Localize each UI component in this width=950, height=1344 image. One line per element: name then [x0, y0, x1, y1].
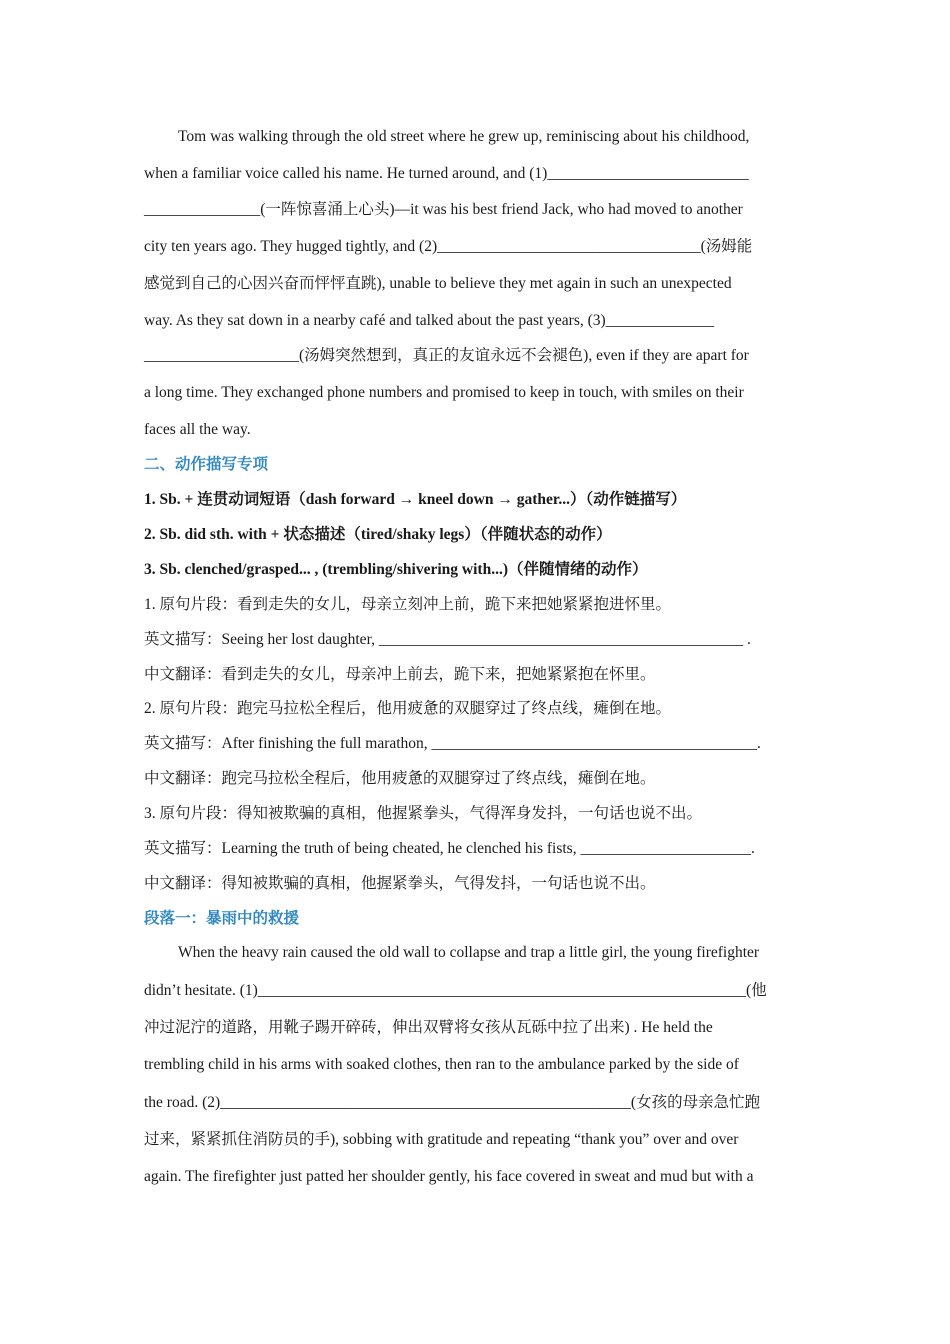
paragraph-line: didn’t hesitate. (1)_______________________________________________________________(他: [144, 982, 767, 999]
rule-line: 1. Sb. + 连贯动词短语（dash forward → kneel down → gather...）（动作链描写）: [144, 491, 687, 508]
paragraph-line: 冲过泥泞的道路，用靴子踢开碎砖，伸出双臂将女孩从瓦砾中拉了出来) . He held the: [144, 1019, 713, 1036]
passage-line: city ten years ago. They hugged tightly, and (2)__________________________________(汤姆能: [144, 238, 753, 255]
paragraph-line: the road. (2)_____________________________________________________(女孩的母亲急忙跑: [144, 1094, 761, 1111]
example-line: 英文描写：Seeing her lost daughter, _______________________________________________ .: [144, 631, 751, 648]
section-heading: 二、动作描写专项: [144, 456, 269, 473]
example-line: 1. 原句片段：看到走失的女儿，母亲立刻冲上前，跪下来把她紧紧抱进怀里。: [144, 596, 672, 613]
passage-line: when a familiar voice called his name. He turned around, and (1)__________________________: [144, 165, 749, 182]
example-line: 中文翻译：得知被欺骗的真相，他握紧拳头，气得发抖，一句话也说不出。: [144, 875, 656, 892]
passage-line: 感觉到自己的心因兴奋而怦怦直跳), unable to believe they met again in such an unexpected: [144, 275, 732, 292]
rule-line: 3. Sb. clenched/grasped... , (trembling/shivering with...)（伴随情绪的动作）: [144, 561, 648, 578]
paragraph-heading: 段落一：暴雨中的救援: [144, 910, 300, 927]
example-line: 英文描写：Learning the truth of being cheated, he clenched his fists, ______________________.: [144, 840, 755, 857]
paragraph-line: trembling child in his arms with soaked clothes, then ran to the ambulance parked by the side of: [144, 1056, 739, 1073]
passage-line: faces all the way.: [144, 421, 251, 438]
example-line: 3. 原句片段：得知被欺骗的真相，他握紧拳头，气得浑身发抖，一句话也说不出。: [144, 805, 703, 822]
passage-line: Tom was walking through the old street where he grew up, reminiscing about his childhood,: [178, 128, 750, 145]
paragraph-line: When the heavy rain caused the old wall to collapse and trap a little girl, the young firefighter: [178, 944, 760, 961]
example-line: 2. 原句片段：跑完马拉松全程后，他用疲惫的双腿穿过了终点线，瘫倒在地。: [144, 700, 672, 717]
example-line: 中文翻译：看到走失的女儿，母亲冲上前去，跪下来，把她紧紧抱在怀里。: [144, 666, 656, 683]
rule-line: 2. Sb. did sth. with + 状态描述（tired/shaky legs）（伴随状态的动作）: [144, 526, 612, 543]
example-line: 中文翻译：跑完马拉松全程后，他用疲惫的双腿穿过了终点线，瘫倒在地。: [144, 770, 656, 787]
passage-line: _______________(一阵惊喜涌上心头)—it was his best friend Jack, who had moved to another: [144, 201, 743, 218]
passage-line: a long time. They exchanged phone numbers and promised to keep in touch, with smiles on their: [144, 384, 744, 401]
example-line: 英文描写：After finishing the full marathon, __________________________________________.: [144, 735, 761, 752]
paragraph-line: again. The firefighter just patted her shoulder gently, his face covered in sweat and mud but with a: [144, 1168, 754, 1185]
passage-line: way. As they sat down in a nearby café and talked about the past years, (3)______________: [144, 312, 715, 329]
paragraph-line: 过来，紧紧抓住消防员的手), sobbing with gratitude and repeating “thank you” over and over: [144, 1131, 739, 1148]
passage-line: ____________________(汤姆突然想到，真正的友谊永远不会褪色), even if they are apart for: [144, 347, 749, 364]
